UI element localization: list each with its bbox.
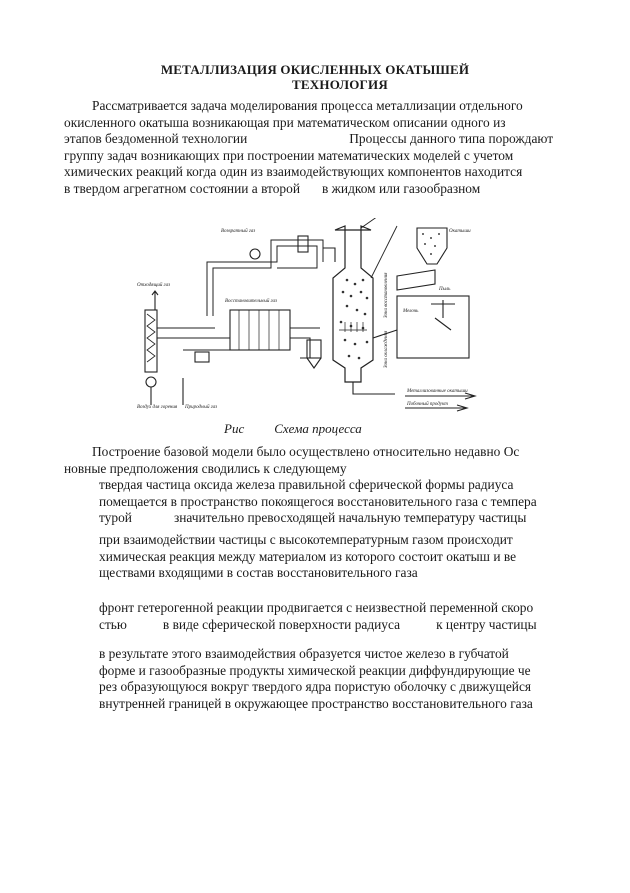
assumption-item [99,477,557,527]
title-line-2: ТЕХНОЛОГИЯ [292,77,388,92]
process-diagram [135,218,545,414]
text-line: форме и газообразные продукты химической реакции диффундирующие че [99,662,531,678]
lead-paragraph [64,444,558,477]
text-line: стью в виде сферической поверхности радиуса к центру частицы [99,616,537,632]
text-line: в результате этого взаимодействия образуется чистое железо в губчатой [99,646,509,661]
label-natural-gas: Природный газ [185,405,218,410]
assumption-item [99,600,557,633]
title-line-1: МЕТАЛЛИЗАЦИЯ ОКИСЛЕННЫХ ОКАТЫШЕЙ [160,62,470,77]
text-line: этапов бездоменной технологии Процессы данного типа порождают [64,131,554,146]
screen-box [397,296,469,358]
text-line: группу задач возникающих при построении математических моделей с учетом [64,147,514,163]
label-recycle-gas: Возвратный газ [221,229,256,234]
label-cooling-zone: Зона охлаждения [384,330,389,368]
text-line: при взаимодействии частицы с высокотемпературным газом происходит [99,532,513,547]
text-line: Рассматривается задача моделирования процесса металлизации отдельного [92,98,523,113]
label-flue-gas: Отходящий газ [137,283,171,288]
cyclone [307,340,321,358]
text-line: химическая реакция между материалом из которого состоит окатыш и ве [99,548,517,564]
label-byproduct: Побочный продукт [407,402,448,407]
text-line: помещается в пространство покоящегося восстановительного газа с темпера [99,493,537,509]
text-line: внутренней границей в окружающее пространство восстановительного газа [99,695,533,711]
text-line: в твердом агрегатном состоянии а второй в жидком или газообразном [64,180,481,196]
text-line: турой значительно превосходящей начальную температуру частицы [99,510,527,525]
burner-fan [146,377,156,387]
label-metallized: Металлизованные окатыши [407,389,468,394]
label-fine: Мелочь [403,309,419,314]
page-title [0,62,630,92]
text-line: новные предположения сводились к следующему [64,460,347,476]
intro-paragraph [64,98,558,197]
text-line: окисленного окатыша возникающая при математическом описании одного из [64,114,506,130]
text-line: рез образующуюся вокруг твердого ядра пористую оболочку с движущейся [99,679,532,694]
compressor [250,249,260,259]
label-dust: Пыль [439,287,451,292]
assumption-item [99,532,557,582]
text-line: твердая частица оксида железа правильной сферической формы радиуса [99,477,514,492]
assumption-item [99,646,557,712]
scrubber [298,236,308,252]
label-reduction-zone: Зона восстановления [384,272,389,318]
text-line: Построение базовой модели было осуществлено относительно недавно Ос [92,444,520,459]
label-reducing-gas: Восстановительный газ [225,299,277,304]
figure-caption: Рис Схема процесса [224,421,362,436]
label-pellets: Окатыши [449,229,471,234]
label-air-burner: Воздух для горения [137,405,178,410]
pellet-hopper [417,228,447,264]
text-line: химических реакций когда один из взаимодействующих компонентов находится [64,164,523,179]
text-line: фронт гетерогенной реакции продвигается с неизвестной переменной скоро [99,600,534,615]
text-line: ществами входящими в состав восстановительного газа [99,565,418,580]
shaft-furnace [333,226,373,382]
